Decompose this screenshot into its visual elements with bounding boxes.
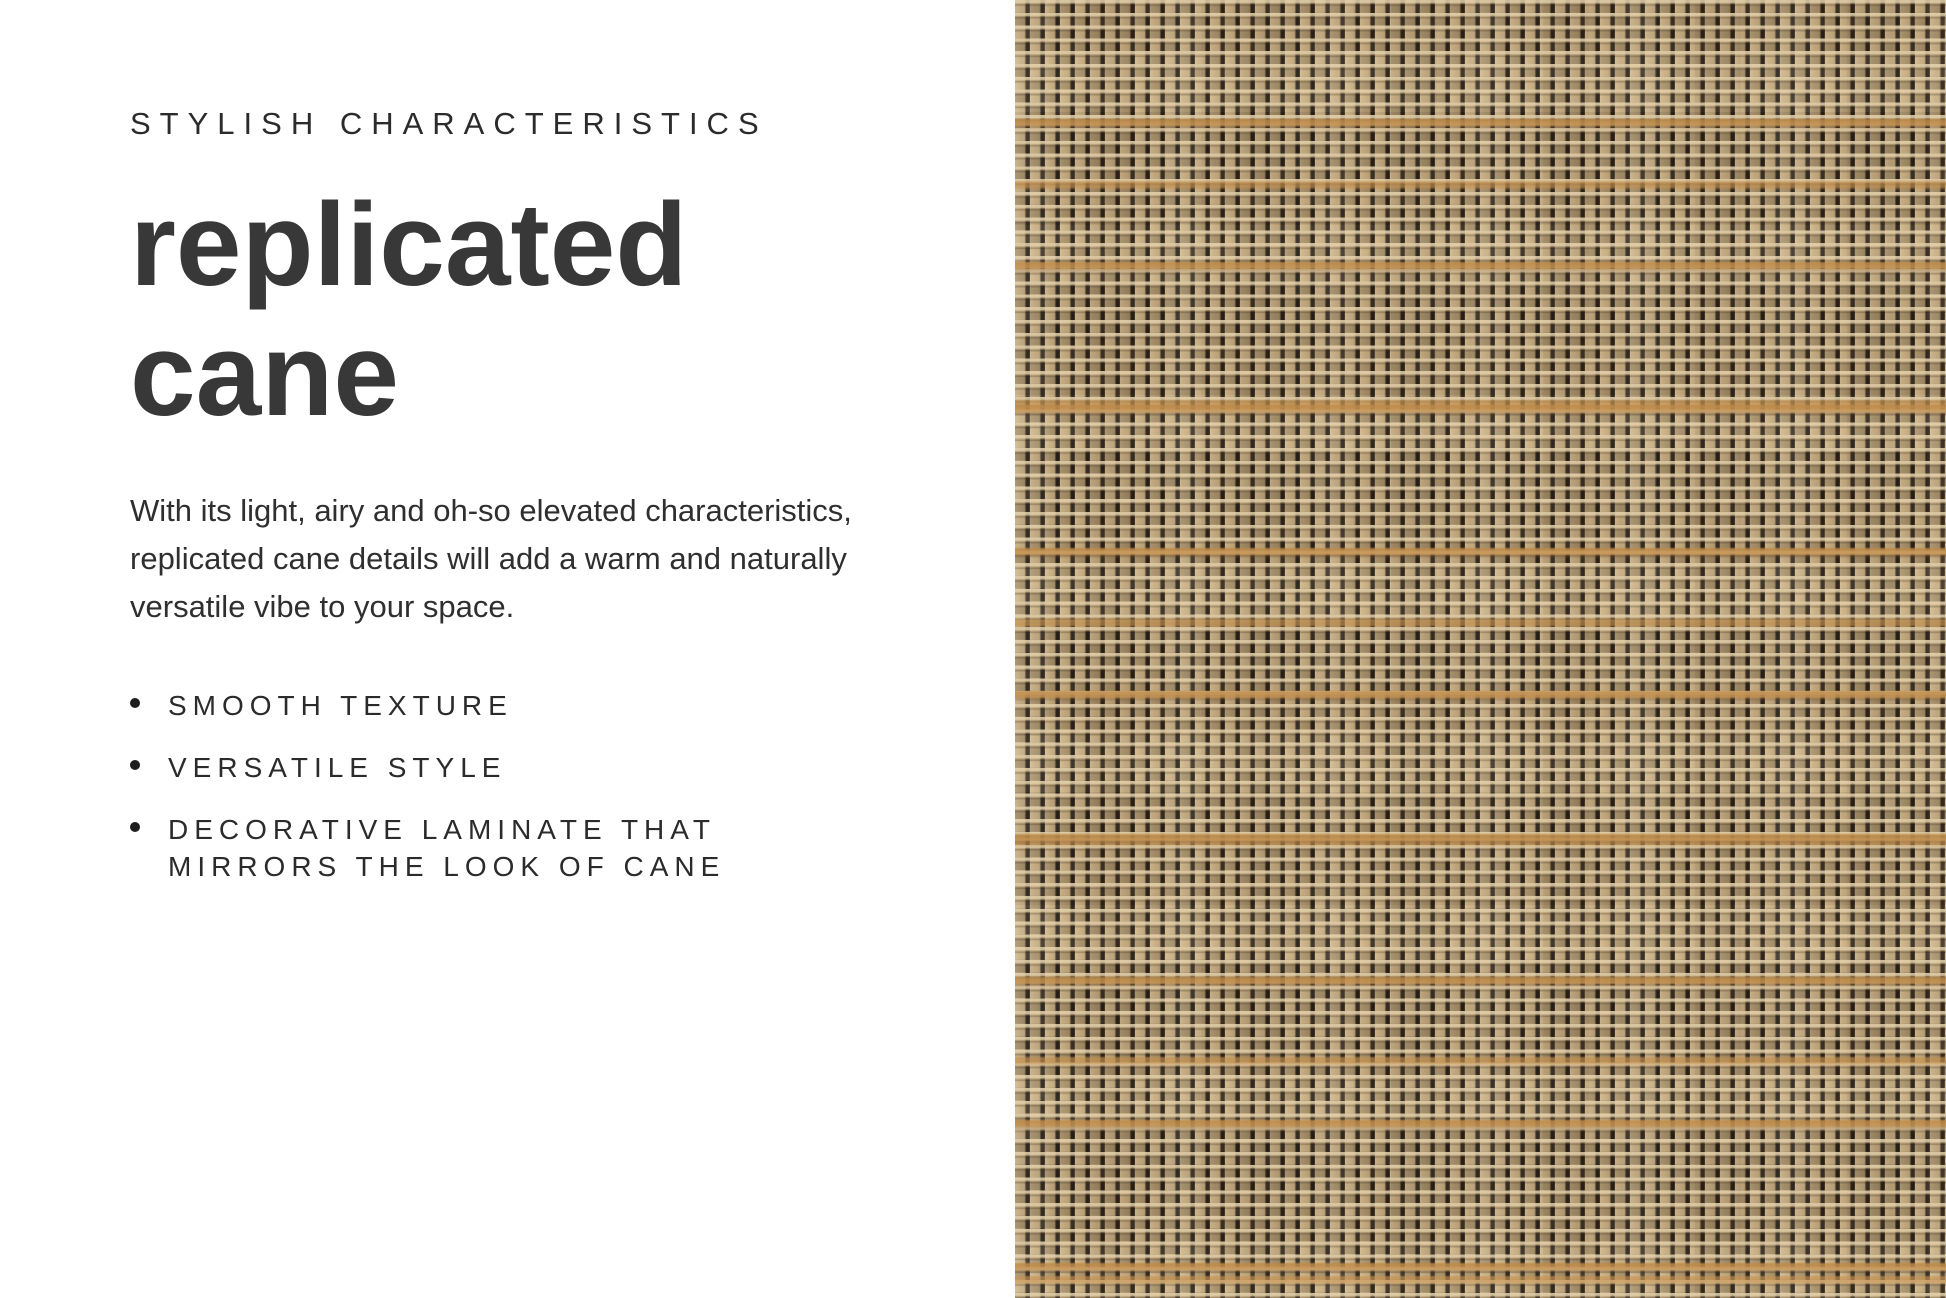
feature-item-versatile-style [130, 749, 730, 786]
cane-weave-texture-image [1015, 0, 1946, 1298]
eyebrow-heading: STYLISH CHARACTERISTICS [130, 106, 768, 141]
feature-item-label: DECORATIVE LAMINATE THAT MIRRORS THE LOOK OF CANE [168, 814, 726, 882]
feature-item-smooth-texture [130, 687, 730, 724]
page-title-line-2: cane [130, 309, 399, 441]
feature-list [130, 687, 1015, 885]
feature-item-label: SMOOTH TEXTURE [168, 690, 513, 721]
bullet-icon [130, 822, 140, 832]
bullet-icon [130, 760, 140, 770]
feature-item-decorative-laminate [130, 811, 730, 885]
bullet-icon [130, 698, 140, 708]
texture-panel [1015, 0, 1946, 1298]
page-title-line-1: replicated [130, 179, 688, 311]
page-title [130, 180, 1015, 440]
description-paragraph: With its light, airy and oh-so elevated characteristics, replicated cane details will add a warm and naturally versatile vibe to your space. [130, 493, 852, 624]
feature-item-label: VERSATILE STYLE [168, 752, 507, 783]
